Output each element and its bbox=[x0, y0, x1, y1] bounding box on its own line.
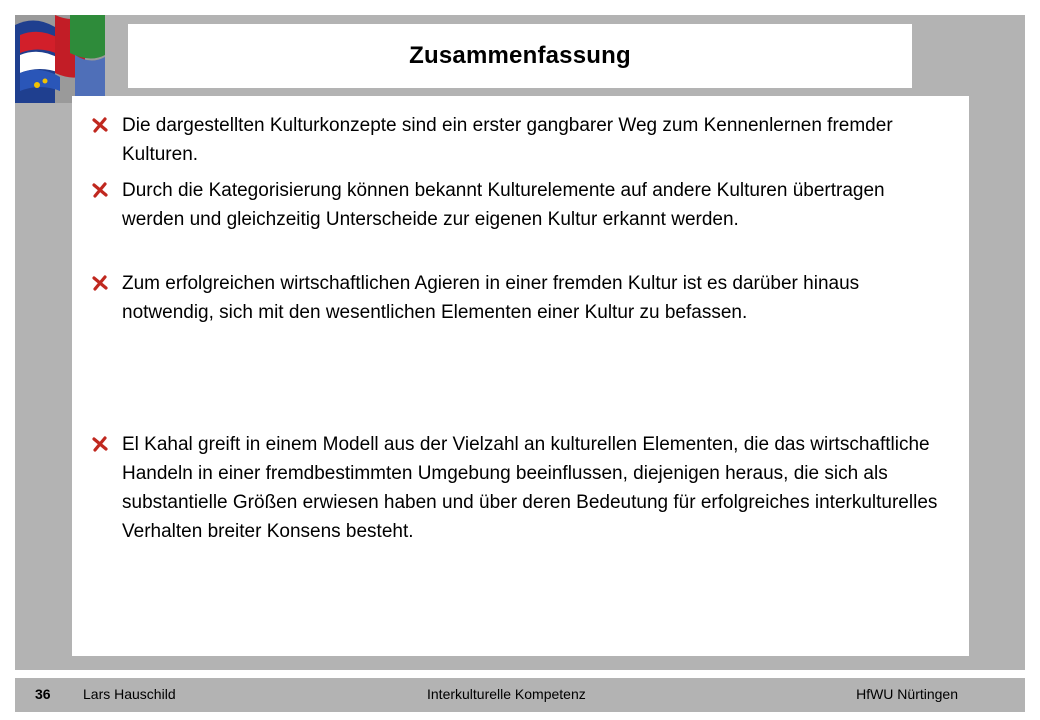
page-number: 36 bbox=[35, 686, 51, 702]
content-panel bbox=[72, 96, 969, 656]
bullet-text: Durch die Kategorisierung können bekannt Kulturelemente auf andere Kulturen übertragen werden und gleichzeitig Unterscheide zur eigenen Kultur erkannt werden. bbox=[122, 180, 885, 230]
x-mark-icon bbox=[92, 436, 108, 452]
course-title: Interkulturelle Kompetenz bbox=[427, 686, 586, 702]
footer-bar bbox=[15, 678, 1025, 712]
flags-image bbox=[15, 15, 105, 103]
x-mark-icon bbox=[92, 182, 108, 198]
institution-name: HfWU Nürtingen bbox=[856, 686, 958, 702]
x-mark-icon bbox=[92, 275, 108, 291]
bullet-text: Die dargestellten Kulturkonzepte sind ein erster gangbarer Weg zum Kennenlernen fremder Kulturen. bbox=[122, 115, 893, 165]
x-mark-icon bbox=[92, 117, 108, 133]
title-box bbox=[128, 24, 912, 88]
bullet-text: El Kahal greift in einem Modell aus der Vielzahl an kulturellen Elementen, die das wirtschaftliche Handeln in einer fremdbestimmten Umgebung beeinflussen, diejenigen heraus, die sich als substantielle Größen erwiesen haben und über deren Bedeutung für erfolgreiches interkulturelles Verhalten breiter Konsens besteht. bbox=[122, 434, 938, 542]
page-title: Zusammenfassung bbox=[409, 42, 631, 69]
bullet-text: Zum erfolgreichen wirtschaftlichen Agieren in einer fremden Kultur ist es darüber hinaus notwendig, sich mit den wesentlichen Elementen einer Kultur zu befassen. bbox=[122, 273, 860, 323]
author-name: Lars Hauschild bbox=[83, 686, 176, 702]
